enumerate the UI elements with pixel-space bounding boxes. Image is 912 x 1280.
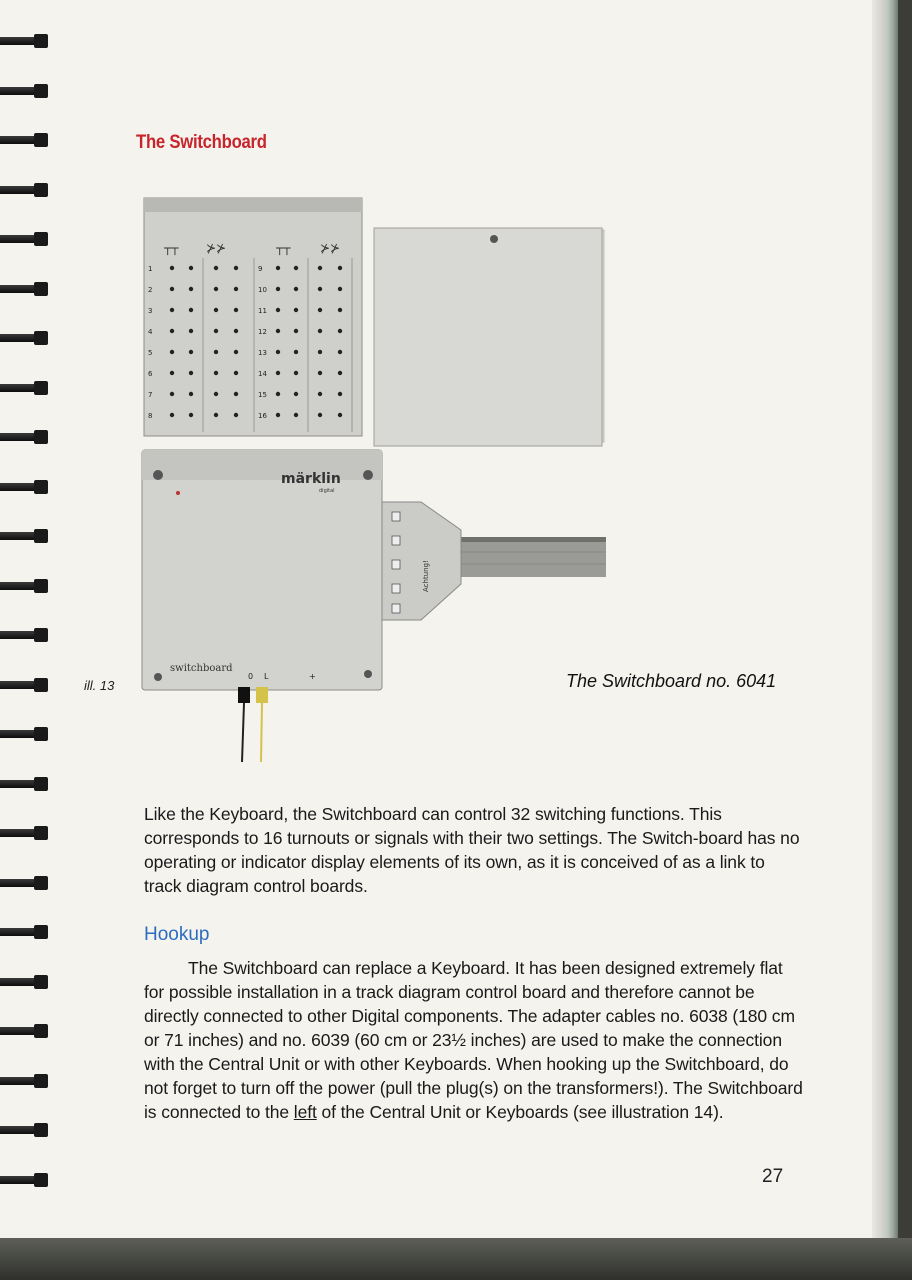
page-edge-stack: [872, 0, 898, 1250]
section-title: The Switchboard: [136, 132, 267, 153]
device-name-text: switchboard: [170, 663, 233, 674]
row-number-left: 4: [148, 328, 153, 336]
hookup-text-part1: The Switchboard can replace a Keyboard. It has been designed extremely flat for possible installation in a track diagram control board and therefore cannot be directly connected to other Digital components. The adapter cables no. 6038 (180 cm or 71 inches) and no. 6039 (60 cm or 23½ inches) are used to make the connection with the Central Unit or with other Keyboards. When hooking up the Switchboard, do not forget to turn off the power (pull the plug(s) on the transformers!). The Switchboard is connected to the: [144, 958, 803, 1122]
row-number-right: 16: [258, 412, 267, 420]
page-number: 27: [762, 1166, 784, 1187]
row-number-right: 10: [258, 286, 267, 294]
svg-text:┬┬: ┬┬: [276, 241, 291, 255]
binding-ring: [0, 183, 52, 199]
intro-paragraph: Like the Keyboard, the Switchboard can control 32 switching functions. This corresponds to 16 turnouts or signals with their two settings. The Switch-board has no operating or indicator display elements of its own, as it is conceived of as a link to track diagram control boards.: [144, 804, 800, 896]
binding-ring: [0, 133, 52, 149]
switchboard-photo: [136, 192, 608, 762]
binding-ring: [0, 381, 52, 397]
binding-ring: [0, 975, 52, 991]
svg-text:⊁⊁: ⊁⊁: [320, 241, 341, 255]
figure-caption: The Switchboard no. 6041: [566, 671, 777, 691]
row-number-left: 1: [148, 265, 153, 273]
binding-ring: [0, 579, 52, 595]
binding-ring: [0, 282, 52, 298]
binding-ring: [0, 628, 52, 644]
svg-text:┬┬: ┬┬: [164, 241, 179, 255]
binding-ring: [0, 480, 52, 496]
binding-ring: [0, 232, 52, 248]
row-number-right: 14: [258, 370, 267, 378]
binding-ring: [0, 1173, 52, 1189]
hookup-heading: Hookup: [144, 924, 210, 945]
binding-ring: [0, 34, 52, 50]
row-number-right: 12: [258, 328, 267, 336]
binding-ring: [0, 777, 52, 793]
row-number-left: 6: [148, 370, 153, 378]
row-number-right: 13: [258, 349, 267, 357]
hookup-underlined-word: left: [293, 1102, 317, 1122]
hookup-text-part2: of the Central Unit or Keyboards (see illustration 14).: [321, 1102, 724, 1122]
connector-mark-plus: +: [309, 672, 316, 681]
binding-ring: [0, 1123, 52, 1139]
plug-label-text: Achtung!: [422, 560, 430, 592]
row-number-left: 3: [148, 307, 153, 315]
row-number-left: 2: [148, 286, 153, 294]
svg-text:⊁⊁: ⊁⊁: [206, 241, 227, 255]
spiral-binding: [0, 0, 60, 1250]
row-number-right: 15: [258, 391, 267, 399]
row-number-right: 11: [258, 307, 267, 315]
binding-ring: [0, 1074, 52, 1090]
binding-ring: [0, 430, 52, 446]
row-number-left: 8: [148, 412, 153, 420]
illustration-label: ill. 13: [84, 678, 115, 693]
binding-ring: [0, 826, 52, 842]
row-number-left: 5: [148, 349, 153, 357]
binding-ring: [0, 84, 52, 100]
hookup-paragraph: [144, 956, 804, 1124]
binding-ring: [0, 529, 52, 545]
connector-mark-l: L: [264, 672, 269, 681]
row-number-right: 9: [258, 265, 263, 273]
row-number-left: 7: [148, 391, 153, 399]
device-brand-sub-text: digital: [319, 488, 335, 494]
binding-ring: [0, 925, 52, 941]
binding-ring: [0, 678, 52, 694]
background-surface: [0, 1238, 912, 1280]
connector-mark-0: 0: [248, 672, 254, 681]
binding-ring: [0, 876, 52, 892]
binding-ring: [0, 727, 52, 743]
binding-ring: [0, 331, 52, 347]
device-brand-text: märklin: [281, 471, 341, 487]
binding-ring: [0, 1024, 52, 1040]
